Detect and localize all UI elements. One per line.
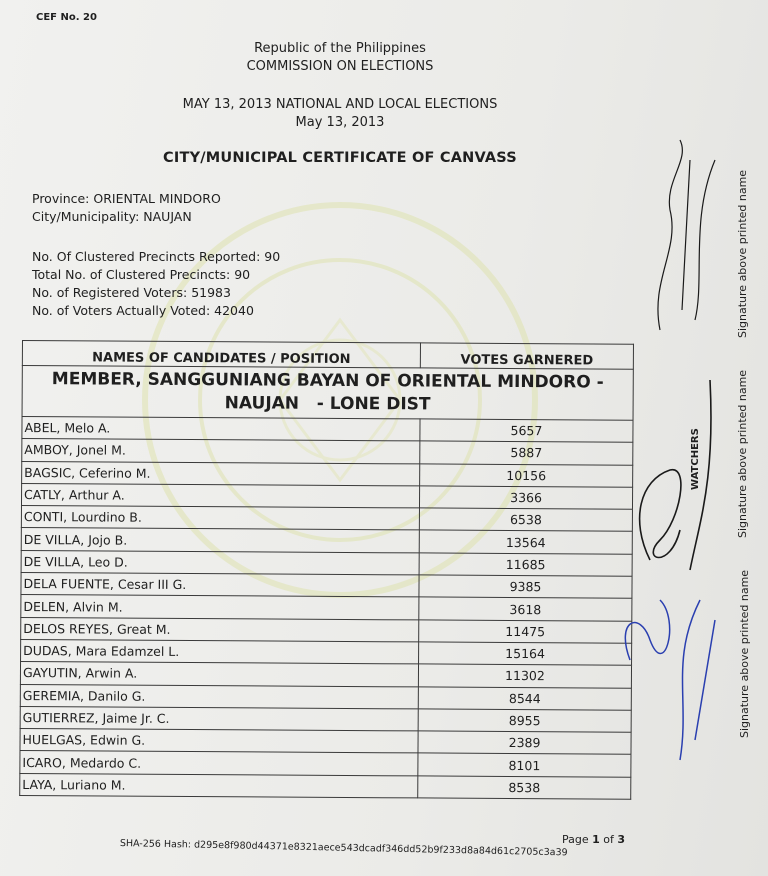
- names-column-header: NAMES OF CANDIDATES / POSITION: [22, 341, 420, 368]
- candidate-name: GAYUTIN, Arwin A.: [20, 662, 418, 687]
- candidate-name: DELOS REYES, Great M.: [21, 617, 419, 642]
- candidate-name: DELA FUENTE, Cesar III G.: [21, 573, 419, 598]
- page-of: of: [599, 833, 618, 846]
- candidate-name: CONTI, Lourdino B.: [21, 506, 419, 531]
- candidate-votes: 8538: [418, 776, 631, 800]
- page-indicator: [562, 833, 625, 846]
- votes-column-header: VOTES GARNERED: [420, 343, 633, 369]
- position-title-line-1: MEMBER, SANGGUNIANG BAYAN OF ORIENTAL MINDORO -: [51, 369, 604, 393]
- total-precincts: Total No. of Clustered Precincts: 90: [32, 267, 251, 282]
- candidate-votes: 5887: [420, 441, 633, 465]
- candidate-votes: 11475: [419, 620, 632, 644]
- candidate-name: ABEL, Melo A.: [22, 417, 420, 442]
- voters-actually-voted: No. of Voters Actually Voted: 42040: [32, 303, 254, 318]
- candidate-votes: 8544: [418, 686, 631, 710]
- province-line: Province: ORIENTAL MINDORO: [32, 191, 221, 206]
- candidate-votes: 9385: [419, 575, 632, 599]
- candidate-votes: 3618: [419, 597, 632, 621]
- header-election: MAY 13, 2013 NATIONAL AND LOCAL ELECTIONS: [182, 97, 498, 112]
- watcher-signatures: [620, 100, 740, 780]
- table-row: [20, 773, 631, 799]
- candidate-name: HUELGAS, Edwin G.: [20, 729, 418, 754]
- candidate-name: LAYA, Luriano M.: [20, 773, 418, 798]
- header-commission: COMMISSION ON ELECTIONS: [246, 59, 434, 74]
- canvass-table: [19, 340, 634, 800]
- page-total: 3: [617, 833, 626, 846]
- signature-label-2: Signature above printed name: [736, 369, 749, 538]
- signature-label-3: Signature above printed name: [738, 569, 751, 738]
- municipality-line: City/Municipality: NAUJAN: [32, 209, 192, 224]
- candidate-votes: 10156: [420, 464, 633, 488]
- candidate-votes: 11685: [419, 553, 632, 577]
- form-number: CEF No. 20: [36, 12, 97, 23]
- candidate-name: DE VILLA, Jojo B.: [21, 528, 419, 553]
- page-prefix: Page: [562, 833, 593, 846]
- candidate-votes: 3366: [419, 486, 632, 510]
- position-row: [22, 366, 633, 421]
- precincts-reported: No. Of Clustered Precincts Reported: 90: [32, 249, 281, 264]
- candidate-name: CATLY, Arthur A.: [21, 483, 419, 508]
- page-current: 1: [592, 833, 600, 846]
- watchers-label: WATCHERS: [690, 428, 701, 490]
- candidate-name: DE VILLA, Leo D.: [21, 550, 419, 575]
- page-title: CITY/MUNICIPAL CERTIFICATE OF CANVASS: [163, 150, 517, 166]
- candidate-votes: 8955: [418, 709, 631, 733]
- table-header-row: [22, 341, 633, 370]
- header-date: May 13, 2013: [295, 115, 385, 130]
- candidate-name: ICARO, Medardo C.: [20, 751, 418, 776]
- position-title: [22, 366, 633, 421]
- candidate-name: DELEN, Alvin M.: [21, 595, 419, 620]
- signature-label-1: Signature above printed name: [736, 169, 749, 338]
- candidate-votes: 13564: [419, 530, 632, 554]
- candidate-name: GEREMIA, Danilo G.: [20, 684, 418, 709]
- candidate-name: AMBOY, Jonel M.: [22, 439, 420, 464]
- position-title-line-2: NAUJAN - LONE DIST: [224, 393, 431, 415]
- candidate-name: GUTIERREZ, Jaime Jr. C.: [20, 706, 418, 731]
- candidate-votes: 15164: [419, 642, 632, 666]
- candidate-votes: 5657: [420, 419, 633, 443]
- candidate-votes: 6538: [419, 508, 632, 532]
- candidate-votes: 2389: [418, 731, 631, 755]
- candidate-name: BAGSIC, Ceferino M.: [22, 461, 420, 486]
- candidate-votes: 11302: [418, 664, 631, 688]
- candidate-votes: 8101: [418, 753, 631, 777]
- registered-voters: No. of Registered Voters: 51983: [32, 285, 231, 300]
- candidate-name: DUDAS, Mara Edamzel L.: [21, 639, 419, 664]
- sha256-hash: SHA-256 Hash: d295e8f980d44371e8321aece543dcadf346dd52b9f233d8a84d61c2705c3a39: [119, 838, 568, 859]
- header-republic: Republic of the Philippines: [254, 41, 426, 56]
